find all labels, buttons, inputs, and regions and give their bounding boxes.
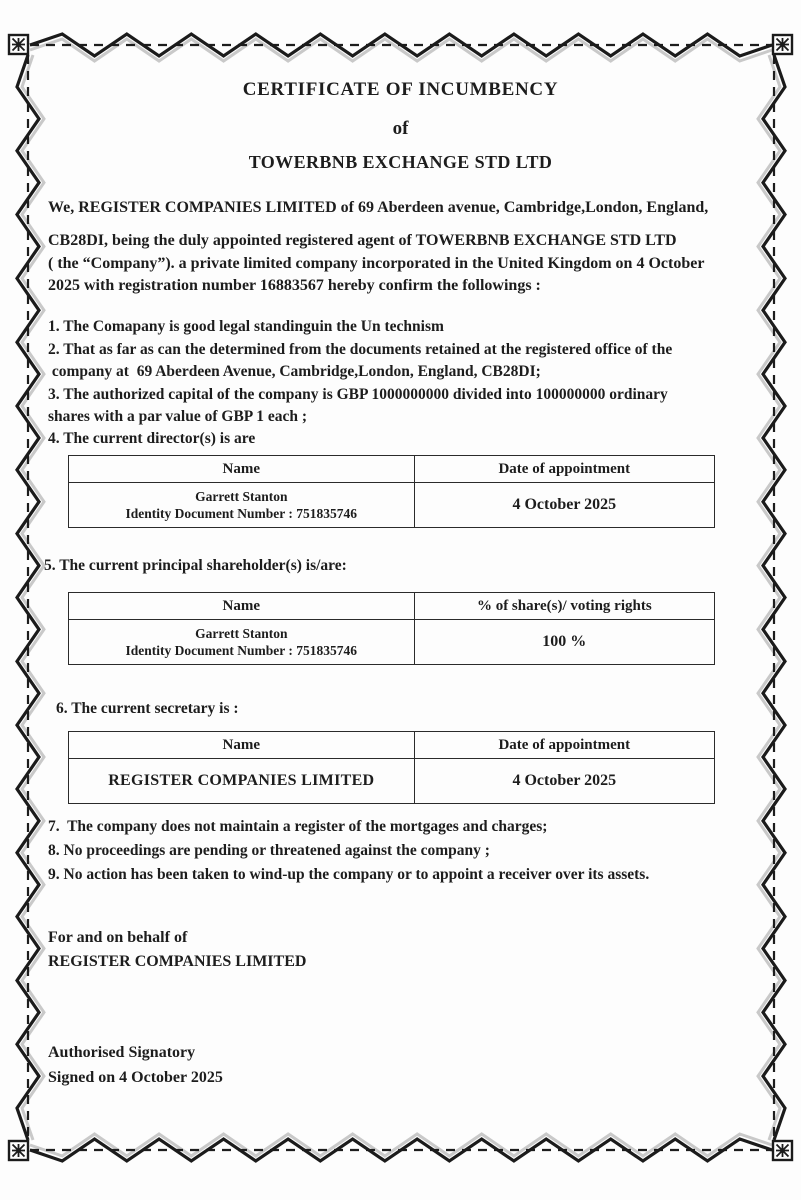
closing-item-7: 7. The company does not maintain a register of the mortgages and charges; [48,818,548,835]
numbered-item-4: 4. The current director(s) is are [48,430,256,447]
secretary-table-header-row [69,732,715,759]
secretary-header-name: Name [69,732,415,759]
intro-line-2: CB28DI, being the duly appointed registered agent of TOWERBNB EXCHANGE STD LTD [48,232,677,249]
numbered-item-3: 3. The authorized capital of the company is GBP 1000000000 divided into 100000000 ordinary [48,386,668,403]
authorised-signatory-label: Authorised Signatory [48,1044,196,1061]
closing-item-9: 9. No action has been taken to wind-up the company or to appoint a receiver over its assets. [48,866,650,883]
directors-table [68,455,715,528]
intro-line-1: We, REGISTER COMPANIES LIMITED of 69 Aberdeen avenue, Cambridge,London, England, [48,199,709,216]
shareholder-name: Garrett Stanton [195,626,288,641]
directors-table-header-row [69,456,715,483]
shareholders-heading: 5. The current principal shareholder(s) is/are: [44,557,347,574]
numbered-item-2-continued: company at 69 Aberdeen Avenue, Cambridge,London, England, CB28DI; [48,363,541,380]
company-name: TOWERBNB EXCHANGE STD LTD [248,152,553,172]
secretary-appointment-date: 4 October 2025 [414,759,714,804]
shareholder-percentage: 100 % [414,620,714,665]
shareholders-table [68,592,715,665]
numbered-item-2: 2. That as far as can the determined from the documents retained at the registered office of the [48,341,673,358]
document-title: CERTIFICATE OF INCUMBENCY [242,79,559,100]
shareholders-header-share: % of share(s)/ voting rights [414,593,714,620]
shareholders-header-name: Name [69,593,415,620]
closing-item-8: 8. No proceedings are pending or threatened against the company ; [48,842,490,859]
intro-line-4: 2025 with registration number 16883567 hereby confirm the followings : [48,277,541,294]
secretary-heading: 6. The current secretary is : [56,700,239,717]
director-name: Garrett Stanton [195,489,288,504]
secretary-table-row [69,759,715,804]
directors-header-date: Date of appointment [414,456,714,483]
signed-date-line: Signed on 4 October 2025 [48,1069,223,1086]
behalf-company: REGISTER COMPANIES LIMITED [48,953,307,970]
shareholder-identity-number: Identity Document Number : 751835746 [125,643,358,658]
director-identity-number: Identity Document Number : 751835746 [125,506,358,521]
secretary-header-date: Date of appointment [414,732,714,759]
secretary-table [68,731,715,804]
intro-line-3: ( the “Company”). a private limited company incorporated in the United Kingdom on 4 October [48,255,705,272]
behalf-line: For and on behalf of [48,929,188,946]
title-of: of [392,118,409,139]
secretary-name: REGISTER COMPANIES LIMITED [69,759,415,804]
numbered-item-3-continued: shares with a par value of GBP 1 each ; [48,408,308,425]
director-appointment-date: 4 October 2025 [414,483,714,528]
numbered-item-1: 1. The Comapany is good legal standinguin the Un technism [48,318,444,335]
shareholders-table-header-row [69,593,715,620]
directors-table-row [69,483,715,528]
directors-header-name: Name [69,456,415,483]
shareholders-table-row [69,620,715,665]
